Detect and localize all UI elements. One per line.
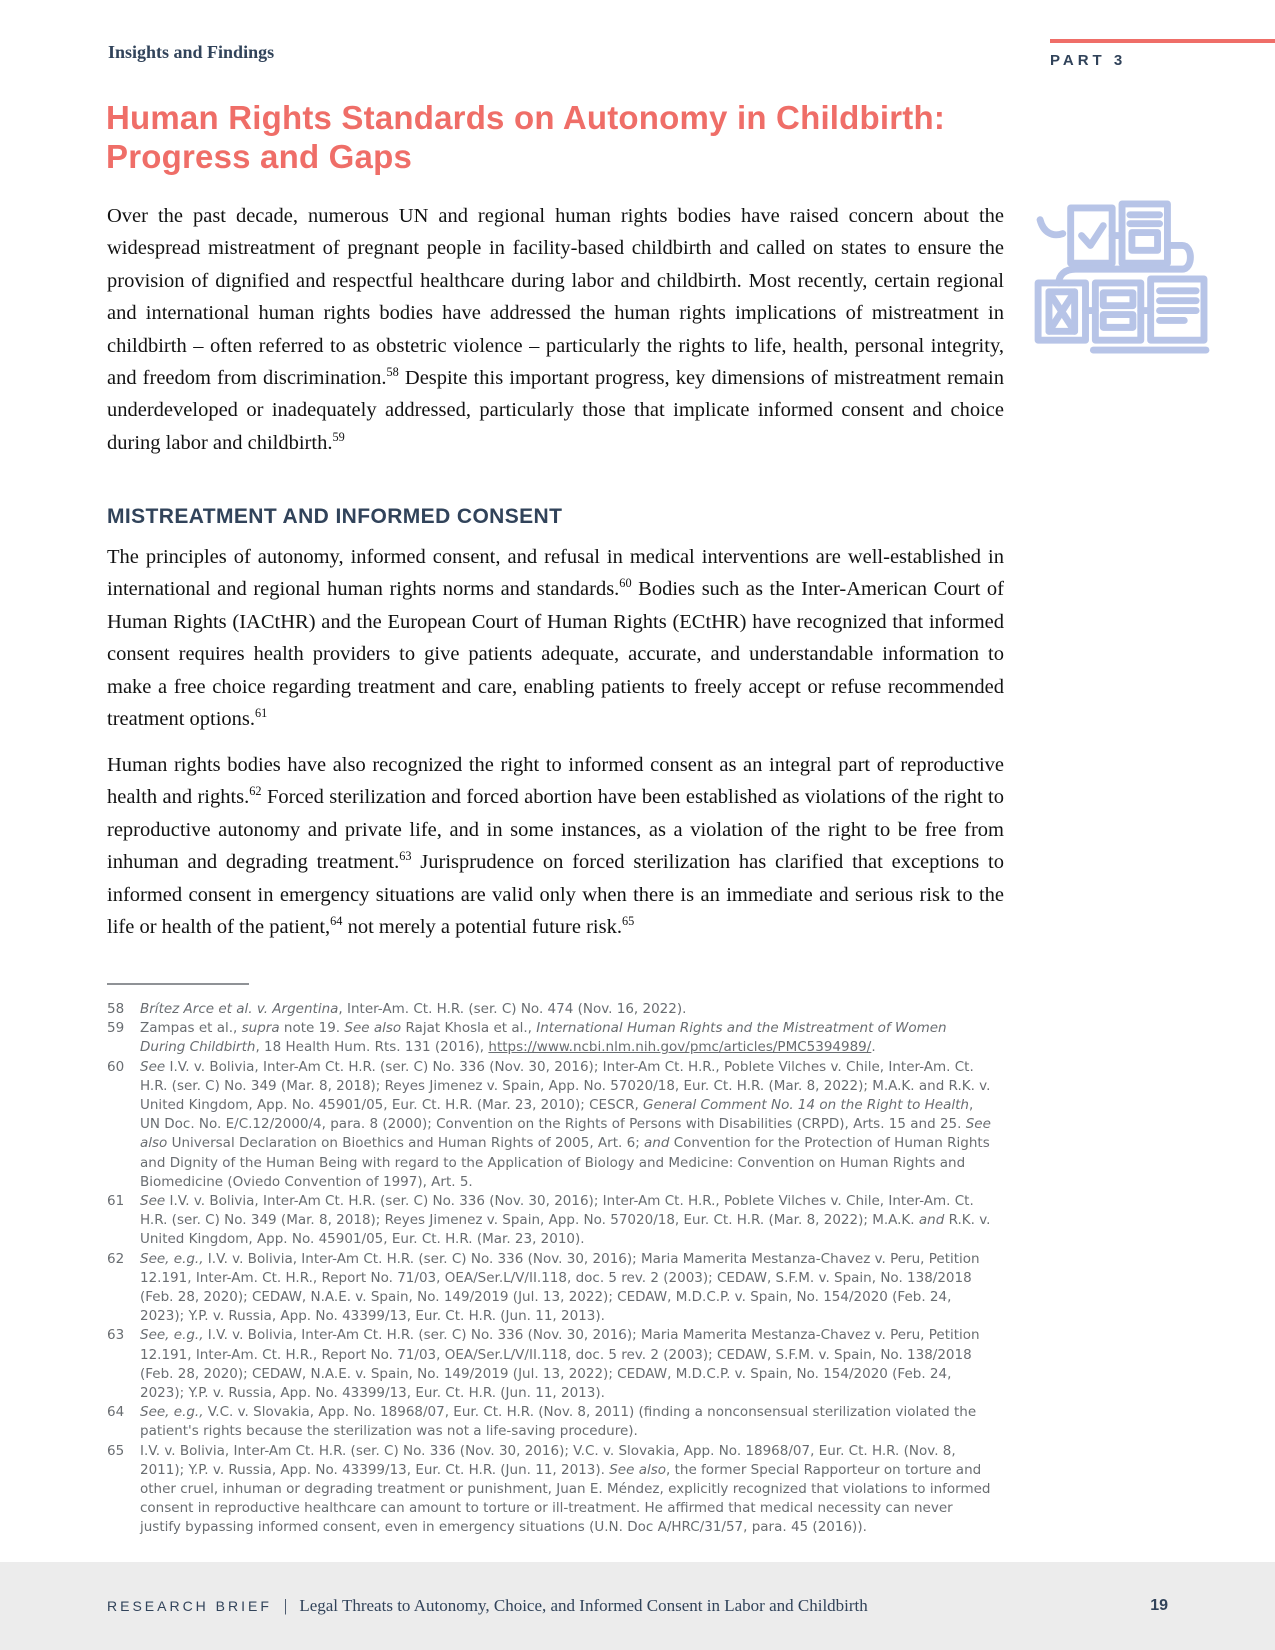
footer-brand: RESEARCH BRIEF <box>107 1598 272 1614</box>
footnote-text: See, e.g., I.V. v. Bolivia, Inter-Am Ct. H.R. (ser. C) No. 336 (Nov. 30, 2016); Maria Mamerita Mestanza-Chavez v. Peru, Petition 12.191, Inter-Am. Ct. H.R., Report No. 71/03, OEA/Ser.L/V/II.118, doc. 5 rev. 2 (2003); CEDAW, S.F.M. v. Spain, No. 138/2018 (Feb. 28, 2020); CEDAW, N.A.E. v. Spain, No. 149/2019 (Jul. 13, 2022); CEDAW, M.D.C.P. v. Spain, No. 154/2020 (Feb. 24, 2023); Y.P. v. Russia, App. No. 43399/13, Eur. Ct. H.R. (Jun. 11, 2013). <box>140 1250 980 1325</box>
footnote-link[interactable]: https://www.ncbi.nlm.nih.gov/pmc/articles/PMC5394989/ <box>488 1039 872 1056</box>
footnote-text: I.V. v. Bolivia, Inter-Am Ct. H.R. (ser. C) No. 336 (Nov. 30, 2016); V.C. v. Slovakia, App. No. 18968/07, Eur. Ct. H.R. (Nov. 8, 2011); Y.P. v. Russia, App. No. 43399/13, Eur. Ct. H.R. (Jun. 11, 2013). See also, the former Special Rapporteur on torture and other cruel, inhuman or degrading treatment or punishment, Juan E. Méndez, explicitly recognized that violations to informed consent in reproductive healthcare can amount to torture or ill-treatment. He affirmed that medical necessity can never justify bypassing informed consent, even in emergency situations (U.N. Doc A/HRC/31/57, para. 45 (2016)). <box>140 1442 991 1536</box>
footnote-number: 58 <box>107 1001 125 1017</box>
footnote-number: 64 <box>107 1404 125 1421</box>
footnote-row <box>107 1192 995 1250</box>
footnote-row <box>107 1019 995 1057</box>
footnotes-list <box>107 1000 995 1538</box>
footnote-number: 63 <box>107 1327 125 1344</box>
footnote-number: 60 <box>107 1058 125 1075</box>
footnote-row <box>107 1442 995 1538</box>
footnote-text: Brítez Arce et al. v. Argentina, Inter-Am. Ct. H.R. (ser. C) No. 474 (Nov. 16, 2022). <box>140 1001 687 1017</box>
footnote-number: 59 <box>107 1020 125 1037</box>
footnote-text: See I.V. v. Bolivia, Inter-Am Ct. H.R. (ser. C) No. 336 (Nov. 30, 2016); Inter-Am Ct. H.R., Poblete Vilches v. Chile, Inter-Am. Ct. H.R. (ser. C) No. 349 (Mar. 8, 2018); Reyes Jimenez v. Spain, App. No. 57020/18, Eur. Ct. H.R. (Mar. 8, 2022); M.A.K. and R.K. v. United Kingdom, App. No. 45901/05, Eur. Ct. H.R. (Mar. 23, 2010). <box>140 1193 991 1248</box>
footnote-row <box>107 1326 995 1403</box>
footer-separator: | <box>283 1596 288 1615</box>
footnote-text: Zampas et al., supra note 19. See also Rajat Khosla et al., International Human Rights and the Mistreatment of Women During Childbirth, 18 Health Hum. Rts. 131 (2016), https://www.ncbi.nlm.nih.gov/pmc/articles/PMC5394989/. <box>140 1020 947 1056</box>
footnote-number: 65 <box>107 1442 125 1459</box>
page-title-line-2: Progress and Gaps <box>106 138 413 175</box>
footnote-row <box>107 1250 995 1327</box>
page-title <box>106 98 945 176</box>
section-paragraph-1: The principles of autonomy, informed consent, and refusal in medical interventions are well-established in international and regional human rights norms and standards.$^{60}$ Bodies such as the Inter-American Court of Human Rights (IACtHR) and the European Court of Human Rights (ECtHR) have recognized that informed consent requires health providers to give patients adequate, accurate, and understandable information to make a free choice regarding treatment and care, enabling patients to freely accept or refuse recommended treatment options.$^{61}$ <box>107 546 1004 731</box>
footnote-row <box>107 1403 995 1441</box>
footnote-number: 62 <box>107 1250 125 1267</box>
footnote-text: See, e.g., I.V. v. Bolivia, Inter-Am Ct. H.R. (ser. C) No. 336 (Nov. 30, 2016); Maria Mamerita Mestanza-Chavez v. Peru, Petition 12.191, Inter-Am. Ct. H.R., Report No. 71/03, OEA/Ser.L/V/II.118, doc. 5 rev. 2 (2003); CEDAW, S.F.M. v. Spain, No. 138/2018 (Feb. 28, 2020); CEDAW, N.A.E. v. Spain, No. 149/2019 (Jul. 13, 2022); CEDAW, M.D.C.P. v. Spain, No. 154/2020 (Feb. 24, 2023); Y.P. v. Russia, App. No. 43399/13, Eur. Ct. H.R. (Jun. 11, 2013). <box>140 1327 980 1402</box>
documents-checklist-flowchart-icon <box>1030 200 1218 361</box>
part-accent-rule <box>1050 39 1275 43</box>
footnote-row <box>107 1000 995 1019</box>
footnote-text: See I.V. v. Bolivia, Inter-Am Ct. H.R. (ser. C) No. 336 (Nov. 30, 2016); Inter-Am Ct. H.R., Poblete Vilches v. Chile, Inter-Am. Ct. H.R. (ser. C) No. 349 (Mar. 8, 2018); Reyes Jimenez v. Spain, App. No. 57020/18, Eur. Ct. H.R. (Mar. 8, 2022); M.A.K. and R.K. v. United Kingdom, App. No. 45901/05, Eur. Ct. H.R. (Mar. 23, 2010); CESCR, General Comment No. 14 on the Right to Health, UN Doc. No. E/C.12/2000/4, para. 8 (2000); Convention on the Rights of Persons with Disabilities (CRPD), Arts. 15 and 25. See also Universal Declaration on Bioethics and Human Rights of 2005, Art. 6; and Convention for the Protection of Human Rights and Dignity of the Human Being with regard to the Application of Biology and Medicine: Convention on Human Rights and Biomedicine (Oviedo Convention of 1997), Art. 5. <box>140 1058 991 1190</box>
footnote-number: 61 <box>107 1193 125 1210</box>
page-number: 19 <box>1150 1597 1168 1614</box>
intro-paragraph: Over the past decade, numerous UN and regional human rights bodies have raised concern about the widespread mistreatment of pregnant people in facility-based childbirth and called on states to ensure the provision of dignified and respectful healthcare during labor and childbirth. Most recently, certain regional and international human rights bodies have addressed the human rights implications of mistreatment in childbirth – often referred to as obstetric violence – particularly the rights to life, health, personal integrity, and freedom from discrimination.$^{58}$ Despite this important progress, key dimensions of mistreatment remain underdeveloped or inadequately addressed, particularly those that implicate informed consent and choice during labor and childbirth.$^{59}$ <box>107 205 1004 454</box>
section-paragraph-2: Human rights bodies have also recognized the right to informed consent as an integral part of reproductive health and rights.$^{62}$ Forced sterilization and forced abortion have been established as violations of the right to reproductive autonomy and private life, and in some instances, as a violation of the right to be free from inhuman and degrading treatment.$^{63}$ Jurisprudence on forced sterilization has clarified that exceptions to informed consent in emergency situations are valid only when there is an immediate and serious risk to the life or health of the patient,$^{64}$ not merely a potential future risk.$^{65}$ <box>107 754 1004 939</box>
page-footer <box>0 1562 1275 1650</box>
footnote-row <box>107 1058 995 1192</box>
footnote-text: See, e.g., V.C. v. Slovakia, App. No. 18968/07, Eur. Ct. H.R. (Nov. 8, 2011) (finding a nonconsensual sterilization violated the patient's rights because the sterilization was not a life-saving procedure). <box>140 1404 977 1440</box>
page-title-line-1: Human Rights Standards on Autonomy in Childbirth: <box>106 99 946 136</box>
part-label: PART 3 <box>1050 52 1127 69</box>
footer-document-title: Legal Threats to Autonomy, Choice, and Informed Consent in Labor and Childbirth <box>299 1596 868 1615</box>
header-section-label: Insights and Findings <box>108 42 275 62</box>
footnote-divider <box>107 983 249 985</box>
section-heading: MISTREATMENT AND INFORMED CONSENT <box>107 505 563 528</box>
